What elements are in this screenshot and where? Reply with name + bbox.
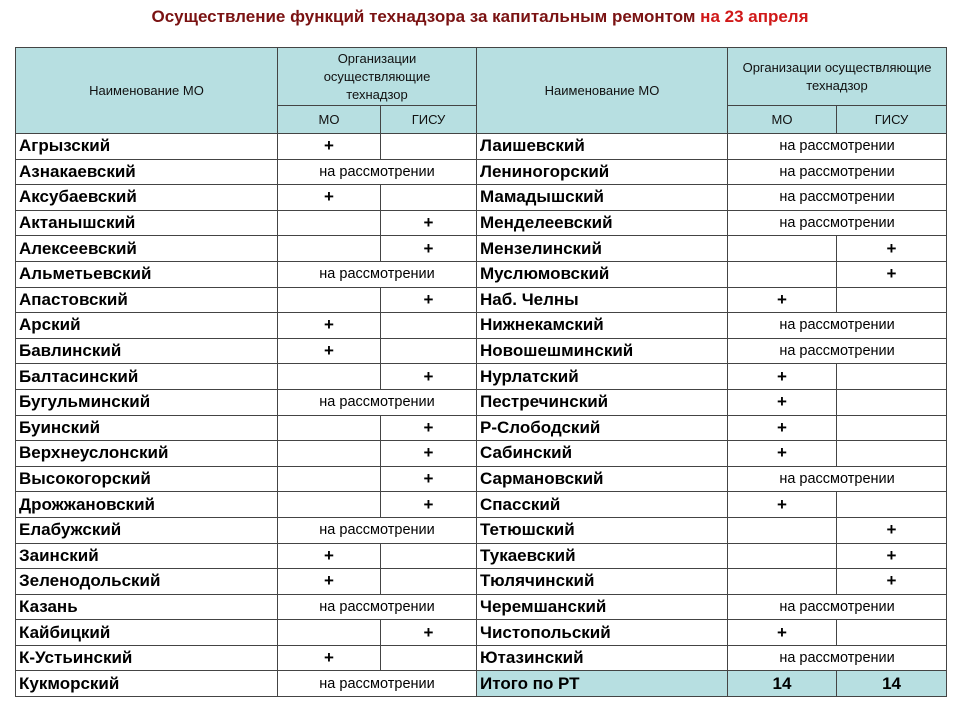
mo-name: Заинский [16, 543, 278, 569]
mo-name: Чистопольский [477, 620, 728, 646]
mo-cell [278, 364, 381, 390]
mo-name: Спасский [477, 492, 728, 518]
header-mo-left: МО [278, 106, 381, 134]
mo-cell [278, 236, 381, 262]
table-row [16, 236, 947, 262]
table-row [16, 364, 947, 390]
status-under-review: на рассмотрении [728, 210, 947, 236]
mo-name: Тюлячинский [477, 569, 728, 595]
mo-name: Мамадышский [477, 185, 728, 211]
gisu-cell: + [381, 364, 477, 390]
gisu-cell: + [837, 236, 947, 262]
mo-name: Кайбицкий [16, 620, 278, 646]
gisu-cell: + [381, 441, 477, 467]
table-row [16, 441, 947, 467]
mo-name: Новошешминский [477, 338, 728, 364]
mo-cell: + [728, 620, 837, 646]
mo-cell [728, 569, 837, 595]
mo-cell: + [278, 338, 381, 364]
status-under-review: на рассмотрении [728, 594, 947, 620]
mo-name: Итого по РТ [477, 671, 728, 697]
page-title [0, 7, 960, 27]
gisu-cell [381, 134, 477, 160]
mo-name: Буинский [16, 415, 278, 441]
header-gisu-left: ГИСУ [381, 106, 477, 134]
table-row [16, 185, 947, 211]
gisu-cell: + [381, 620, 477, 646]
mo-cell [278, 492, 381, 518]
mo-cell: + [278, 543, 381, 569]
mo-cell: + [278, 313, 381, 339]
mo-cell [728, 543, 837, 569]
gisu-cell [381, 645, 477, 671]
mo-cell: + [728, 364, 837, 390]
mo-name: Бавлинский [16, 338, 278, 364]
mo-name: Пестречинский [477, 389, 728, 415]
mo-name: Апастовский [16, 287, 278, 313]
table-row [16, 134, 947, 160]
status-under-review: на рассмотрении [728, 645, 947, 671]
mo-name: Казань [16, 594, 278, 620]
table-row [16, 415, 947, 441]
mo-cell: + [278, 185, 381, 211]
mo-name: Мензелинский [477, 236, 728, 262]
table-row [16, 517, 947, 543]
table-row [16, 543, 947, 569]
status-under-review: на рассмотрении [278, 517, 477, 543]
table-row [16, 594, 947, 620]
mo-name: Кукморский [16, 671, 278, 697]
mo-name: Арский [16, 313, 278, 339]
technadzor-table [15, 47, 947, 697]
gisu-cell: + [837, 543, 947, 569]
status-under-review: на рассмотрении [728, 313, 947, 339]
mo-cell [728, 236, 837, 262]
mo-cell [278, 466, 381, 492]
table-row [16, 671, 947, 697]
gisu-cell [837, 620, 947, 646]
gisu-cell [381, 543, 477, 569]
mo-name: Тетюшский [477, 517, 728, 543]
mo-name: Высокогорский [16, 466, 278, 492]
mo-name: Нижнекамский [477, 313, 728, 339]
gisu-cell [837, 364, 947, 390]
mo-name: Ютазинский [477, 645, 728, 671]
mo-name: Сабинский [477, 441, 728, 467]
table-row [16, 645, 947, 671]
mo-name: Тукаевский [477, 543, 728, 569]
mo-cell [278, 210, 381, 236]
mo-name: Елабужский [16, 517, 278, 543]
gisu-cell: + [381, 287, 477, 313]
gisu-cell [837, 287, 947, 313]
gisu-cell [381, 338, 477, 364]
table-row [16, 210, 947, 236]
mo-name: Лаишевский [477, 134, 728, 160]
mo-name: Балтасинский [16, 364, 278, 390]
gisu-cell [837, 389, 947, 415]
mo-cell: + [728, 389, 837, 415]
mo-name: Зеленодольский [16, 569, 278, 595]
mo-name: Сармановский [477, 466, 728, 492]
mo-name: Азнакаевский [16, 159, 278, 185]
mo-cell: + [728, 415, 837, 441]
mo-name: Дрожжановский [16, 492, 278, 518]
mo-name: Менделеевский [477, 210, 728, 236]
header-gisu-right: ГИСУ [837, 106, 947, 134]
status-under-review: на рассмотрении [728, 466, 947, 492]
mo-name: Альметьевский [16, 261, 278, 287]
header-orgs-left: Организации осуществляющие технадзор [278, 48, 477, 106]
mo-cell [278, 415, 381, 441]
mo-cell: + [728, 441, 837, 467]
header-orgs-right: Организации осуществляющие технадзор [728, 48, 947, 106]
table-row [16, 569, 947, 595]
mo-name: Агрызский [16, 134, 278, 160]
mo-name: Бугульминский [16, 389, 278, 415]
gisu-cell: + [837, 261, 947, 287]
mo-name: Аксубаевский [16, 185, 278, 211]
status-under-review: на рассмотрении [278, 671, 477, 697]
mo-cell: + [728, 287, 837, 313]
mo-cell [728, 517, 837, 543]
mo-name: Р-Слободский [477, 415, 728, 441]
gisu-cell: + [381, 415, 477, 441]
mo-cell [728, 261, 837, 287]
mo-cell: + [278, 569, 381, 595]
gisu-cell: + [837, 569, 947, 595]
title-main: Осуществление функций технадзора за капитальным ремонтом [151, 7, 696, 26]
gisu-cell [837, 441, 947, 467]
status-under-review: на рассмотрении [278, 389, 477, 415]
status-under-review: на рассмотрении [728, 159, 947, 185]
mo-cell [278, 620, 381, 646]
table-row [16, 466, 947, 492]
mo-cell [278, 441, 381, 467]
mo-cell: + [278, 645, 381, 671]
table-row [16, 492, 947, 518]
mo-cell: + [278, 134, 381, 160]
gisu-cell [837, 415, 947, 441]
header-name-mo-right: Наименование МО [477, 48, 728, 134]
mo-name: Нурлатский [477, 364, 728, 390]
gisu-cell: 14 [837, 671, 947, 697]
status-under-review: на рассмотрении [728, 338, 947, 364]
mo-name: Верхнеуслонский [16, 441, 278, 467]
mo-name: Актанышский [16, 210, 278, 236]
status-under-review: на рассмотрении [278, 261, 477, 287]
gisu-cell [381, 569, 477, 595]
mo-name: К-Устьинский [16, 645, 278, 671]
gisu-cell [837, 492, 947, 518]
mo-name: Черемшанский [477, 594, 728, 620]
table-row [16, 389, 947, 415]
gisu-cell [381, 313, 477, 339]
status-under-review: на рассмотрении [278, 159, 477, 185]
gisu-cell: + [381, 210, 477, 236]
gisu-cell: + [381, 466, 477, 492]
mo-cell [278, 287, 381, 313]
mo-cell: 14 [728, 671, 837, 697]
table-row [16, 338, 947, 364]
table-row [16, 313, 947, 339]
header-mo-right: МО [728, 106, 837, 134]
gisu-cell: + [837, 517, 947, 543]
status-under-review: на рассмотрении [278, 594, 477, 620]
table-row [16, 159, 947, 185]
mo-name: Алексеевский [16, 236, 278, 262]
mo-name: Муслюмовский [477, 261, 728, 287]
mo-name: Наб. Челны [477, 287, 728, 313]
table-row [16, 620, 947, 646]
table-row [16, 287, 947, 313]
gisu-cell: + [381, 492, 477, 518]
gisu-cell [381, 185, 477, 211]
mo-name: Лениногорский [477, 159, 728, 185]
mo-cell: + [728, 492, 837, 518]
status-under-review: на рассмотрении [728, 185, 947, 211]
title-date: на 23 апреля [700, 7, 809, 26]
table-row [16, 261, 947, 287]
header-name-mo-left: Наименование МО [16, 48, 278, 134]
gisu-cell: + [381, 236, 477, 262]
status-under-review: на рассмотрении [728, 134, 947, 160]
